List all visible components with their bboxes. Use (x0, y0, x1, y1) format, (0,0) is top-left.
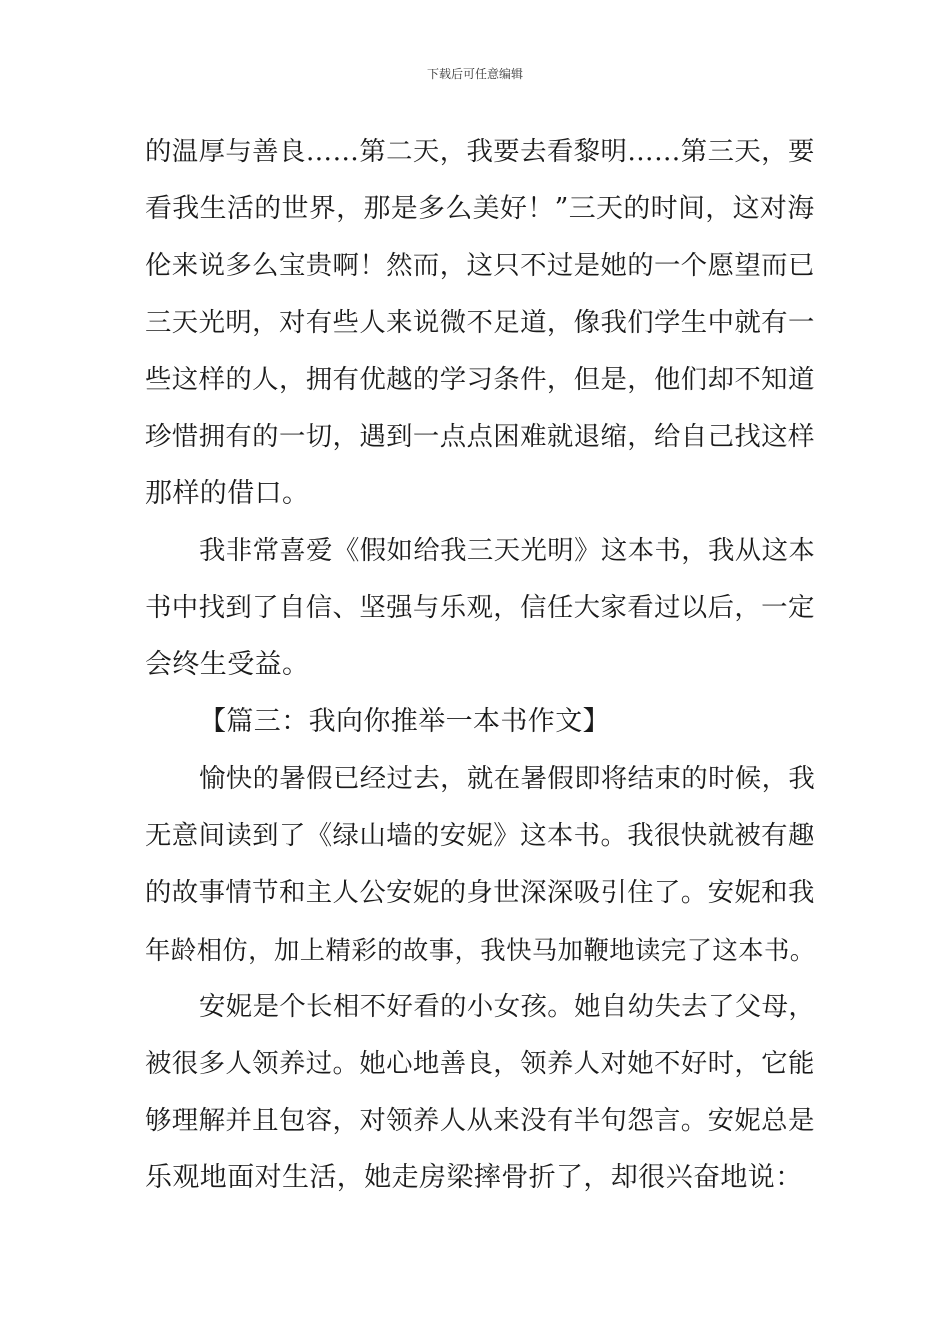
page-header-note: 下载后可任意编辑 (426, 67, 523, 81)
body-line: 的温厚与善良……第二天，我要去看黎明……第三天，要 (145, 136, 815, 167)
body-line: 伦来说多么宝贵啊！然而，这只不过是她的一个愿望而已 (145, 250, 815, 281)
section-heading: 【篇三：我向你推举一本书作文】 (199, 706, 610, 737)
body-line: 那样的借口。 (145, 478, 310, 509)
body-line: 年龄相仿，加上精彩的故事，我快马加鞭地读完了这本书。 (145, 935, 816, 965)
body-line: 书中找到了自信、坚强与乐观，信任大家看过以后，一定 (145, 592, 815, 623)
body-line: 三天光明，对有些人来说微不足道，像我们学生中就有一 (145, 307, 815, 338)
body-line: 被很多人领养过。她心地善良，领养人对她不好时，它能 (145, 1048, 815, 1079)
body-line: 无意间读到了《绿山墙的安妮》这本书。我很快就被有趣 (145, 820, 815, 851)
body-line: 珍惜拥有的一切，遇到一点点困难就退缩，给自己找这样 (145, 421, 815, 452)
body-line: 乐观地面对生活，她走房梁摔骨折了，却很兴奋地说： (145, 1162, 803, 1193)
body-line: 够理解并且包容，对领养人从来没有半句怨言。安妮总是 (145, 1105, 815, 1136)
body-line: 些这样的人，拥有优越的学习条件，但是，他们却不知道 (145, 364, 815, 395)
paragraph-start-line: 安妮是个长相不好看的小女孩。她自幼失去了父母， (199, 991, 816, 1022)
body-line: 的故事情节和主人公安妮的身世深深吸引住了。安妮和我 (145, 877, 815, 908)
body-line: 会终生受益。 (145, 649, 310, 680)
paragraph-start-line: 我非常喜爱《假如给我三天光明》这本书，我从这本 (199, 535, 816, 566)
body-line: 看我生活的世界，那是多么美好！”三天的时间，这对海 (145, 193, 815, 224)
paragraph-start-line: 愉快的暑假已经过去，就在暑假即将结束的时候，我 (199, 763, 816, 794)
